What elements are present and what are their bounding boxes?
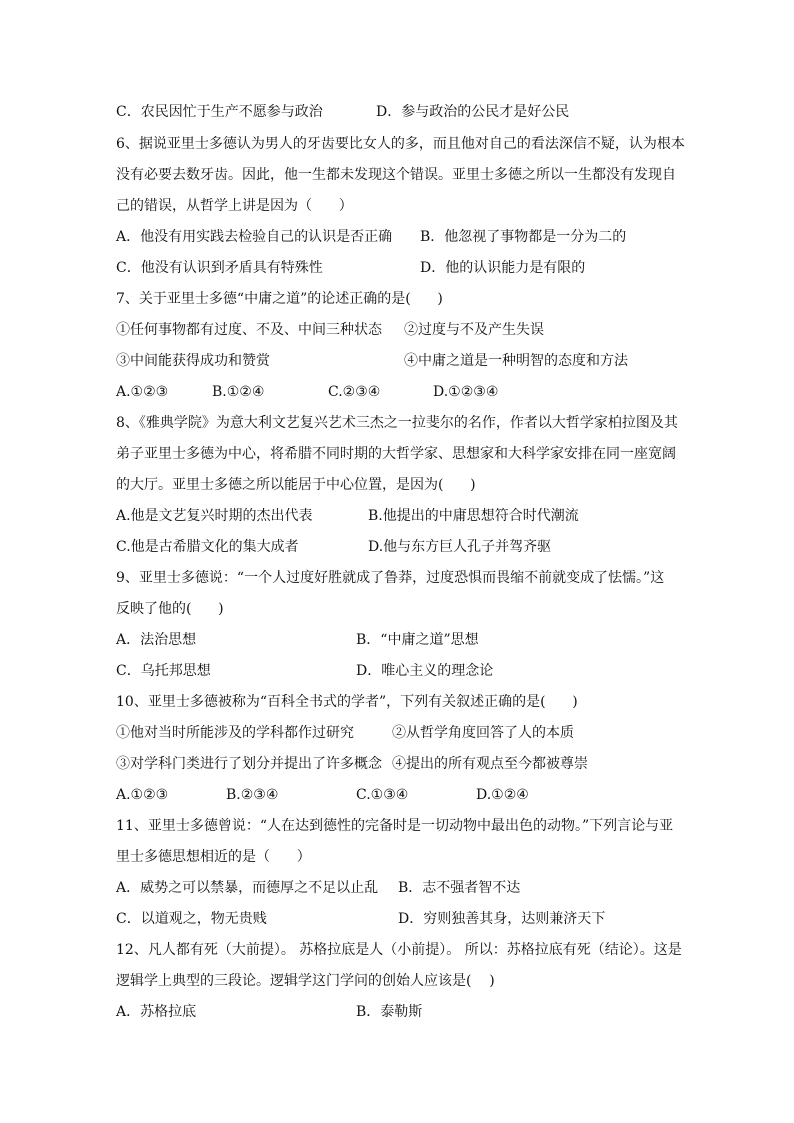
q5-option-d: D．参与政治的公民才是好公民 — [376, 104, 570, 120]
q5-option-c: C．农民因忙于生产不愿参与政治 — [116, 104, 323, 120]
q10-option-a: A.①②③ — [116, 787, 169, 803]
q11-stem-line-1: 11、亚里士多德曾说：“人在达到德性的完备时是一切动物中最出色的动物。”下列言论与亚 — [116, 818, 674, 834]
q7-statement-2: ②过度与不及产生失误 — [404, 322, 544, 338]
q9-option-b: B．“中庸之道”思想 — [356, 632, 479, 648]
q8-stem-line-1: 8、《雅典学院》为意大利文艺复兴艺术三杰之一拉斐尔的名作，作者以大哲学家柏拉图及其 — [116, 415, 678, 431]
q10-option-c: C.①③④ — [356, 787, 409, 803]
q10-stem: 10、亚里士多德被称为“百科全书式的学者”，下列有关叙述正确的是( ) — [116, 694, 578, 710]
q6-stem-line-2: 没有必要去数牙齿。因此，他一生都未发现这个错误。亚里士多德之所以一生都没有发现自 — [116, 167, 676, 183]
q10-statement-4: ④提出的所有观点至今都被尊崇 — [392, 756, 588, 772]
q8-option-d: D.他与东方巨人孔子并驾齐驱 — [368, 539, 552, 555]
q7-stem: 7、关于亚里士多德“中庸之道”的论述正确的是( ) — [116, 291, 443, 307]
q10-statement-3: ③对学科门类进行了划分并提出了许多概念 — [116, 756, 382, 772]
q7-option-a: A.①②③ — [116, 384, 169, 400]
q8-option-c: C.他是古希腊文化的集大成者 — [116, 539, 299, 555]
q8-option-a: A.他是文艺复兴时期的杰出代表 — [116, 508, 313, 524]
q6-stem-line-3: 己的错误，从哲学上讲是因为（ ） — [116, 198, 353, 214]
q8-stem-line-2: 弟子亚里士多德为中心，将希腊不同时期的大哲学家、思想家和大科学家安排在同一座宽阔 — [116, 446, 676, 462]
q11-option-a: A．威势之可以禁暴，而德厚之不足以止乱 — [116, 880, 379, 896]
q9-stem-line-2: 反映了他的( ) — [116, 601, 224, 617]
q8-option-b: B.他提出的中庸思想符合时代潮流 — [368, 508, 579, 524]
q6-option-a: A．他没有用实践去检验自己的认识是否正确 — [116, 229, 393, 245]
q12-stem-line-1: 12、凡人都有死（大前提）。 苏格拉底是人（小前提）。 所以：苏格拉底有死（结论）。这是 — [116, 942, 682, 958]
q9-option-d: D．唯心主义的理念论 — [356, 663, 494, 679]
q7-statement-4: ④中庸之道是一种明智的态度和方法 — [404, 353, 628, 369]
q11-option-c: C．以道观之，物无贵贱 — [116, 911, 267, 927]
q11-stem-line-2: 里士多德思想相近的是（ ） — [116, 849, 311, 865]
q6-option-c: C．他没有认识到矛盾具有特殊性 — [116, 260, 323, 276]
q7-statement-3: ③中间能获得成功和赞赏 — [116, 353, 270, 369]
q6-stem-line-1: 6、据说亚里士多德认为男人的牙齿要比女人的多，而且他对自己的看法深信不疑，认为根本 — [116, 136, 685, 152]
q7-option-b: B.①②④ — [212, 384, 265, 400]
q10-statement-2: ②从哲学角度回答了人的本质 — [392, 725, 574, 741]
q6-option-d: D．他的认识能力是有限的 — [420, 260, 586, 276]
q11-option-d: D．穷则独善其身，达则兼济天下 — [398, 911, 606, 927]
q9-stem-line-1: 9、亚里士多德说：“一个人过度好胜就成了鲁莽，过度恐惧而畏缩不前就变成了怯懦。”这 — [116, 570, 665, 586]
q10-option-b: B.②③④ — [226, 787, 279, 803]
q9-option-a: A．法治思想 — [116, 632, 197, 648]
q10-option-d: D.①②④ — [476, 787, 529, 803]
q7-option-d: D.①②③④ — [433, 384, 499, 400]
q12-option-b: B．泰勒斯 — [356, 1004, 423, 1020]
q9-option-c: C．乌托邦思想 — [116, 663, 211, 679]
q7-option-c: C.②③④ — [328, 384, 381, 400]
q12-stem-line-2: 逻辑学上典型的三段论。逻辑学这门学问的创始人应该是( ) — [116, 973, 495, 989]
q11-option-b: B．志不强者智不达 — [398, 880, 521, 896]
q7-statement-1: ①任何事物都有过度、不及、中间三种状态 — [116, 322, 382, 338]
q10-statement-1: ①他对当时所能涉及的学科都作过研究 — [116, 725, 354, 741]
q6-option-b: B．他忽视了事物都是一分为二的 — [420, 229, 627, 245]
q12-option-a: A．苏格拉底 — [116, 1004, 197, 1020]
q8-stem-line-3: 的大厅。亚里士多德之所以能居于中心位置，是因为( ) — [116, 477, 476, 493]
